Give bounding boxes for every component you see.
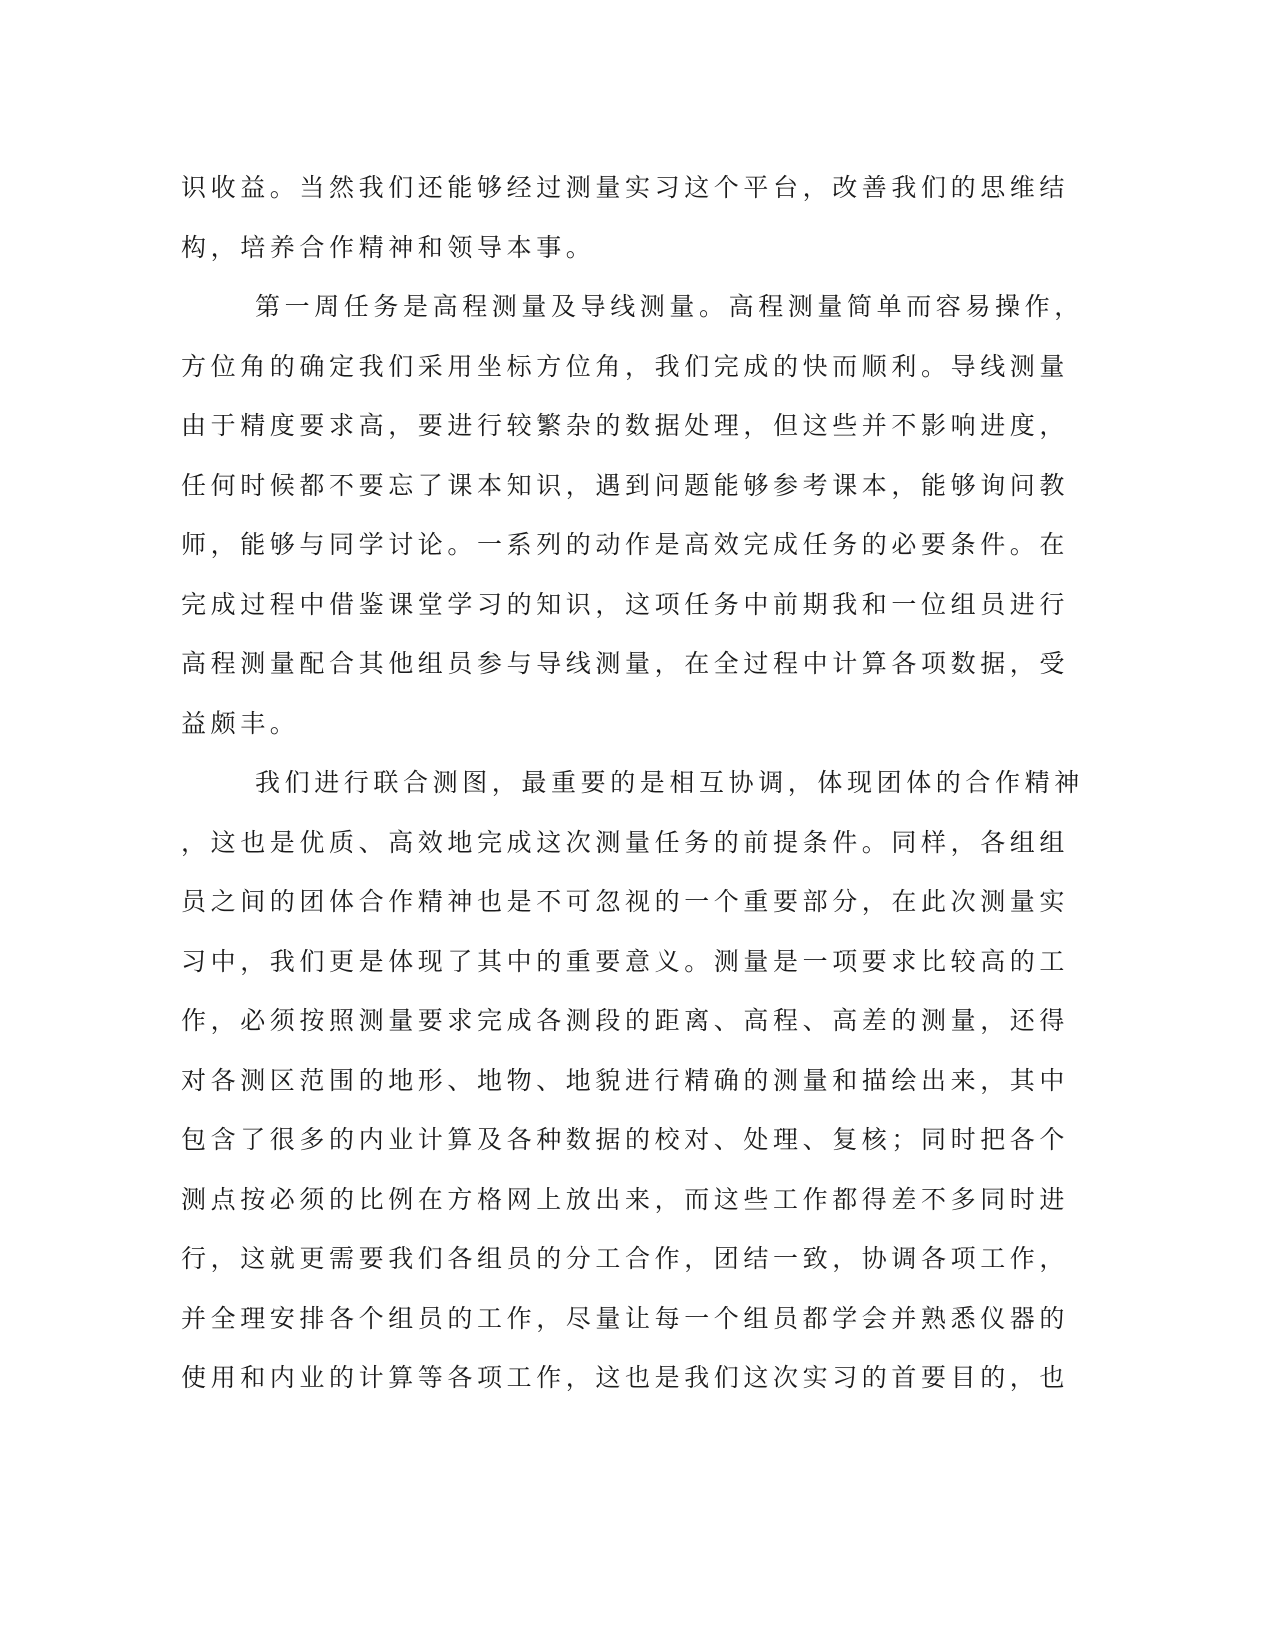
text-line: 识收益。当然我们还能够经过测量实习这个平台，改善我们的思维结 — [181, 173, 1070, 202]
text-line: 益颇丰。 — [181, 708, 300, 738]
text-line: 构，培养合作精神和领导本事。 — [181, 232, 596, 262]
text-line: 高程测量配合其他组员参与导线测量，在全过程中计算各项数据，受 — [181, 649, 1070, 678]
paragraph-first-line: 我们进行联合测图，最重要的是相互协调，体现团体的合作精神 — [255, 768, 1084, 797]
text-line: 作，必须按照测量要求完成各测段的距离、高程、高差的测量，还得 — [181, 1006, 1070, 1035]
text-line: 测点按必须的比例在方格网上放出来，而这些工作都得差不多同时进 — [181, 1184, 1070, 1214]
body-text — [181, 158, 1084, 1408]
text-line: ，这也是优质、高效地完成这次测量任务的前提条件。同样，各组组 — [181, 827, 1070, 857]
text-line: 方位角的确定我们采用坐标方位角，我们完成的快而顺利。导线测量 — [181, 351, 1070, 381]
text-line: 由于精度要求高，要进行较繁杂的数据处理，但这些并不影响进度， — [181, 411, 1070, 440]
text-line: 行，这就更需要我们各组员的分工合作，团结一致，协调各项工作， — [181, 1244, 1070, 1273]
text-line: 包含了很多的内业计算及各种数据的校对、处理、复核；同时把各个 — [181, 1125, 1070, 1154]
paragraph-first-line: 第一周任务是高程测量及导线测量。高程测量简单而容易操作， — [255, 292, 1084, 321]
text-line: 并全理安排各个组员的工作，尽量让每一个组员都学会并熟悉仪器的 — [181, 1303, 1070, 1333]
text-line: 任何时候都不要忘了课本知识，遇到问题能够参考课本，能够询问教 — [181, 470, 1070, 500]
text-line: 对各测区范围的地形、地物、地貌进行精确的测量和描绘出来，其中 — [181, 1065, 1070, 1095]
text-line: 习中，我们更是体现了其中的重要意义。测量是一项要求比较高的工 — [181, 946, 1070, 976]
text-line: 完成过程中借鉴课堂学习的知识，这项任务中前期我和一位组员进行 — [181, 589, 1070, 619]
text-line: 员之间的团体合作精神也是不可忽视的一个重要部分，在此次测量实 — [181, 887, 1070, 916]
text-line: 使用和内业的计算等各项工作，这也是我们这次实习的首要目的，也 — [181, 1363, 1070, 1392]
text-line: 师，能够与同学讨论。一系列的动作是高效完成任务的必要条件。在 — [181, 530, 1070, 559]
